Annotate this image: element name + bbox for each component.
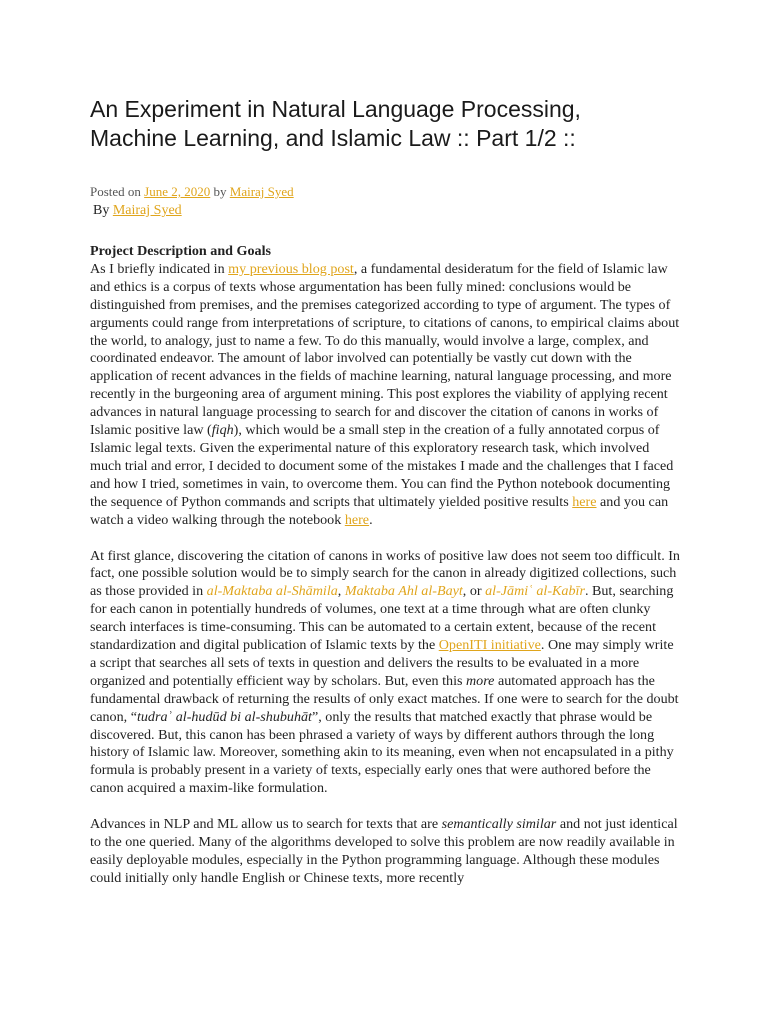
byline <box>90 203 678 219</box>
author-link[interactable]: Mairaj Syed <box>229 184 294 199</box>
section-heading: Project Description and Goals <box>90 243 271 259</box>
byline-author-link[interactable]: Mairaj Syed <box>112 203 182 218</box>
paragraph-1 <box>90 243 680 530</box>
p2-text-2: . But, searching for each canon in potentially hundreds of volumes, one text at a time through what are often clunky search interfaces is time-consuming. This can be automated to a certain extent, because of the recent standardization and digital publication of Islamic texts by the <box>90 583 674 654</box>
notebook-link[interactable]: here <box>572 493 597 510</box>
p1-text-3: ), which would be a small step in the creation of a fully annotated corpus of Islamic legal texts. Given the experimental nature of this exploratory research task, which involved much trial and error, I decided to document some of the mistakes I made and the challenges that I faced and how I tried, sometimes in vain, to overcome them. You can find the Python notebook documenting the sequence of Python commands and scripts that ultimately yielded positive results <box>90 422 674 510</box>
p2-text-3: . One may simply write a script that searches all sets of texts in question and delivers the results to be evaluated in a more organized and potentially efficient way by scholars. But, even this <box>90 637 674 689</box>
openiti-link[interactable]: OpenITI initiative <box>438 637 541 654</box>
video-link[interactable]: here <box>344 511 370 528</box>
p2-text-5: ”, only the results that matched exactly that phrase would be discovered. But, this canon has been phrased a variety of ways by different authors through the long history of Islamic law. Moreover, something akin to its meaning, even when not encapsulated in a pithy formula is probably present in a variety of texts, especially early ones that were authored before the canon acquired a maxim-like formulation. <box>90 708 674 797</box>
post-title-line-2: Machine Learning, and Islamic Law :: Part 1/2 :: <box>90 125 576 151</box>
fiqh-term: fiqh <box>211 422 234 439</box>
post-title-line-1: An Experiment in Natural Language Processing, <box>90 96 581 122</box>
p1-text-2: , a fundamental desideratum for the field of Islamic law and ethics is a corpus of texts whose argumentation has been fully mined: conclusions would be distinguished from premises, and the premises categorized according to type of argument. The types of arguments could range from interpretations of scripture, to citations of canons, to empirical claims about the world, to analogy, just to name a few. To do this manually, would involve a large, complex, and coordinated endeavor. The amount of labor involved can potentially be vastly cut down with the application of recent advances in the fields of machine learning, natural language processing, and more recently in the burgeoning area of argument mining. This post explores the viability of applying recent advances in natural language processing to search for and discover the citation of canons in works of Islamic positive law ( <box>90 260 680 439</box>
p3-text-1: Advances in NLP and ML allow us to search for texts that are <box>90 816 442 833</box>
byline-label: By <box>93 203 113 218</box>
p1-text-4: and you can watch a video walking through the notebook <box>90 493 669 528</box>
post-title <box>90 95 678 153</box>
p1-text-5: . <box>369 511 373 528</box>
doubt-canon-term: tudraʾ al-hudūd bi al-shubuhāt <box>136 708 312 725</box>
maktaba-ahl-al-bayt-link[interactable]: Maktaba Ahl al-Bayt <box>344 583 463 600</box>
p1-text-1: As I briefly indicated in <box>90 260 229 277</box>
semantically-similar-emphasis: semantically similar <box>441 816 557 833</box>
paragraph-3 <box>90 816 680 888</box>
more-emphasis: more <box>466 672 495 689</box>
post-meta <box>90 184 678 200</box>
post-body <box>90 243 680 888</box>
jami-kabir-link[interactable]: al-Jāmiʿ al-Kabīr <box>485 583 585 600</box>
p2-separator-1: , <box>337 583 345 600</box>
p2-separator-2: , or <box>462 583 486 600</box>
by-label: by <box>210 184 230 199</box>
p2-text-1: At first glance, discovering the citation of canons in works of positive law does not seem too difficult. In fact, one possible solution would be to simply search for the canon in already digitized collections, such as those provided in <box>90 547 680 600</box>
paragraph-2 <box>90 548 680 799</box>
previous-blog-post-link[interactable]: my previous blog post <box>228 260 354 277</box>
p3-text-2: and not just identical to the one queried. Many of the algorithms developed to solve this problem are now readily available in easily deployable modules, especially in the Python programming language. Although these modules could initially only handle English or Chinese texts, more recently <box>90 816 678 886</box>
maktaba-shamila-link[interactable]: al-Maktaba al-Shāmila <box>206 583 338 600</box>
p2-text-4: automated approach has the fundamental drawback of returning the results of only exact matches. If one were to search for the doubt canon, “ <box>90 672 679 725</box>
posted-on-label: Posted on <box>90 184 145 199</box>
post-date-link[interactable]: June 2, 2020 <box>144 184 211 199</box>
